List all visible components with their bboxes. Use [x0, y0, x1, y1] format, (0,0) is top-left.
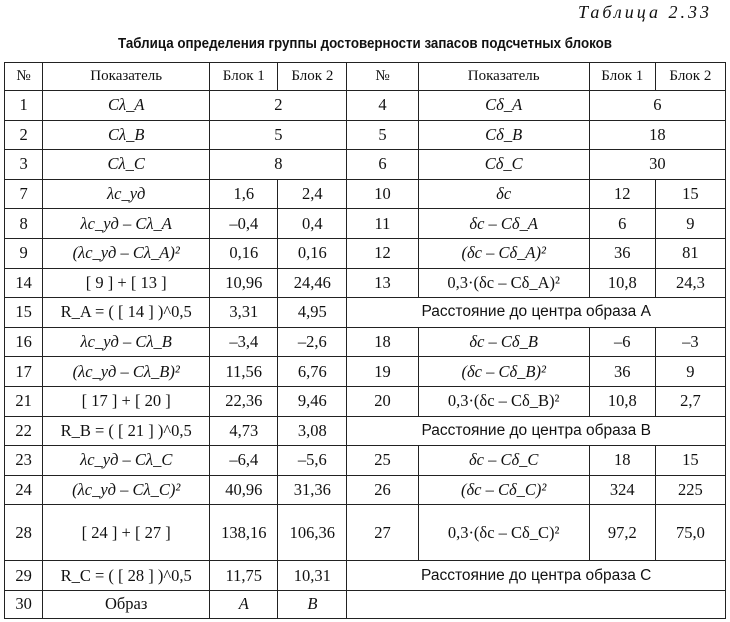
indicator-cell: (δc – Cδ_C)² [418, 475, 589, 505]
table-row [5, 446, 726, 476]
col-header: Показатель [43, 63, 210, 91]
table-row [5, 357, 726, 387]
table-row [5, 561, 726, 591]
row-number: 16 [5, 327, 43, 357]
indicator-cell: Cδ_C [418, 150, 589, 180]
value-cell-merged: 8 [210, 150, 347, 180]
row-number: 7 [5, 179, 43, 209]
row-number: 17 [5, 357, 43, 387]
value-cell: 40,96 [210, 475, 278, 505]
indicator-cell: 0,3·(δc – Cδ_A)² [418, 268, 589, 298]
value-cell-merged: 6 [589, 91, 725, 121]
row-number: 14 [5, 268, 43, 298]
row-number: 1 [5, 91, 43, 121]
table-title: Таблица определения группы достоверности запасов подсчетных блоков [118, 36, 612, 52]
col-header: Блок 1 [210, 63, 278, 91]
value-cell-merged: 5 [210, 120, 347, 150]
indicator-cell: (λc_уд – Cλ_B)² [43, 357, 210, 387]
row-number: 21 [5, 386, 43, 416]
value-cell: –3 [655, 327, 725, 357]
value-cell: 2,7 [655, 386, 725, 416]
value-cell: 2,4 [278, 179, 347, 209]
row-number: 25 [347, 446, 418, 476]
indicator-cell: (λc_уд – Cλ_C)² [43, 475, 210, 505]
indicator-cell: 0,3·(δc – Cδ_C)² [418, 505, 589, 561]
indicator-cell: R_C = ( [ 28 ] )^0,5 [43, 561, 210, 591]
indicator-cell: δc [418, 179, 589, 209]
row-number: 3 [5, 150, 43, 180]
table-number-label: Таблица 2.33 [577, 2, 712, 22]
value-cell: 6 [589, 209, 655, 239]
header-row [5, 63, 726, 91]
row-number: 15 [5, 298, 43, 328]
col-header: Показатель [418, 63, 589, 91]
value-cell: 24,3 [655, 268, 725, 298]
value-cell: 36 [589, 238, 655, 268]
indicator-cell: 0,3·(δc – Cδ_B)² [418, 386, 589, 416]
value-cell: 4,95 [278, 298, 347, 328]
indicator-cell: δc – Cδ_B [418, 327, 589, 357]
value-cell: 81 [655, 238, 725, 268]
value-cell: 15 [655, 179, 725, 209]
value-cell: –2,6 [278, 327, 347, 357]
table-row [5, 120, 726, 150]
value-cell: 75,0 [655, 505, 725, 561]
row-number: 12 [347, 238, 418, 268]
row-number: 5 [347, 120, 418, 150]
value-cell: 4,73 [210, 416, 278, 446]
table-row [5, 416, 726, 446]
table-row [5, 298, 726, 328]
indicator-cell: λc_уд – Cλ_B [43, 327, 210, 357]
row-number: 28 [5, 505, 43, 561]
value-cell: B [278, 590, 347, 618]
table-row [5, 209, 726, 239]
indicator-cell: (δc – Cδ_A)² [418, 238, 589, 268]
value-cell: 9 [655, 357, 725, 387]
row-number: 20 [347, 386, 418, 416]
value-cell: –5,6 [278, 446, 347, 476]
row-number: 30 [5, 590, 43, 618]
indicator-cell: Cλ_C [43, 150, 210, 180]
row-number: 8 [5, 209, 43, 239]
value-cell: 9,46 [278, 386, 347, 416]
row-number: 9 [5, 238, 43, 268]
row-number: 4 [347, 91, 418, 121]
row-number: 18 [347, 327, 418, 357]
col-header: Блок 2 [655, 63, 725, 91]
value-cell: 0,16 [278, 238, 347, 268]
value-cell: 12 [589, 179, 655, 209]
distance-caption: Расстояние до центра образа С [347, 561, 726, 591]
row-number: 23 [5, 446, 43, 476]
value-cell: 225 [655, 475, 725, 505]
row-number: 24 [5, 475, 43, 505]
indicator-cell: [ 17 ] + [ 20 ] [43, 386, 210, 416]
indicator-cell: Cλ_B [43, 120, 210, 150]
indicator-cell: R_B = ( [ 21 ] )^0,5 [43, 416, 210, 446]
table-row [5, 475, 726, 505]
value-cell: 1,6 [210, 179, 278, 209]
indicator-cell: Cλ_A [43, 91, 210, 121]
row-number: 29 [5, 561, 43, 591]
distance-caption: Расстояние до центра образа А [347, 298, 726, 328]
value-cell-merged: 18 [589, 120, 725, 150]
value-cell: 18 [589, 446, 655, 476]
indicator-cell: (λc_уд – Cλ_A)² [43, 238, 210, 268]
value-cell: –0,4 [210, 209, 278, 239]
value-cell: 11,75 [210, 561, 278, 591]
value-cell: 36 [589, 357, 655, 387]
value-cell: 10,31 [278, 561, 347, 591]
value-cell: 10,8 [589, 386, 655, 416]
row-number: 2 [5, 120, 43, 150]
table-row [5, 91, 726, 121]
value-cell: 24,46 [278, 268, 347, 298]
row-number: 19 [347, 357, 418, 387]
col-header: Блок 1 [589, 63, 655, 91]
indicator-cell: R_A = ( [ 14 ] )^0,5 [43, 298, 210, 328]
empty-cell [347, 590, 726, 618]
col-header: Блок 2 [278, 63, 347, 91]
value-cell: 106,36 [278, 505, 347, 561]
indicator-cell: [ 24 ] + [ 27 ] [43, 505, 210, 561]
table-row [5, 590, 726, 618]
value-cell: 11,56 [210, 357, 278, 387]
row-number: 13 [347, 268, 418, 298]
value-cell: A [210, 590, 278, 618]
value-cell: 31,36 [278, 475, 347, 505]
value-cell: 324 [589, 475, 655, 505]
indicator-cell: λc_уд – Cλ_C [43, 446, 210, 476]
table-row [5, 150, 726, 180]
value-cell: 22,36 [210, 386, 278, 416]
value-cell: 10,96 [210, 268, 278, 298]
indicator-cell: (δc – Cδ_B)² [418, 357, 589, 387]
indicator-cell: Cδ_B [418, 120, 589, 150]
indicator-cell: λc_уд [43, 179, 210, 209]
value-cell-merged: 30 [589, 150, 725, 180]
col-header: № [5, 63, 43, 91]
row-number: 10 [347, 179, 418, 209]
value-cell: –6 [589, 327, 655, 357]
indicator-cell: δc – Cδ_A [418, 209, 589, 239]
value-cell: –6,4 [210, 446, 278, 476]
indicator-cell: Образ [43, 590, 210, 618]
value-cell: 15 [655, 446, 725, 476]
value-cell: –3,4 [210, 327, 278, 357]
row-number: 26 [347, 475, 418, 505]
indicator-cell: δc – Cδ_C [418, 446, 589, 476]
row-number: 11 [347, 209, 418, 239]
table-row [5, 386, 726, 416]
value-cell: 138,16 [210, 505, 278, 561]
value-cell: 6,76 [278, 357, 347, 387]
reserves-table [4, 62, 726, 619]
value-cell: 0,4 [278, 209, 347, 239]
value-cell: 3,08 [278, 416, 347, 446]
indicator-cell: λc_уд – Cλ_A [43, 209, 210, 239]
table-row [5, 238, 726, 268]
table-row [5, 268, 726, 298]
row-number: 27 [347, 505, 418, 561]
distance-caption: Расстояние до центра образа В [347, 416, 726, 446]
row-number: 6 [347, 150, 418, 180]
value-cell: 3,31 [210, 298, 278, 328]
value-cell: 10,8 [589, 268, 655, 298]
indicator-cell: Cδ_A [418, 91, 589, 121]
table-row [5, 505, 726, 561]
table-row [5, 327, 726, 357]
value-cell: 0,16 [210, 238, 278, 268]
value-cell-merged: 2 [210, 91, 347, 121]
col-header: № [347, 63, 418, 91]
value-cell: 9 [655, 209, 725, 239]
table-row [5, 179, 726, 209]
value-cell: 97,2 [589, 505, 655, 561]
indicator-cell: [ 9 ] + [ 13 ] [43, 268, 210, 298]
row-number: 22 [5, 416, 43, 446]
